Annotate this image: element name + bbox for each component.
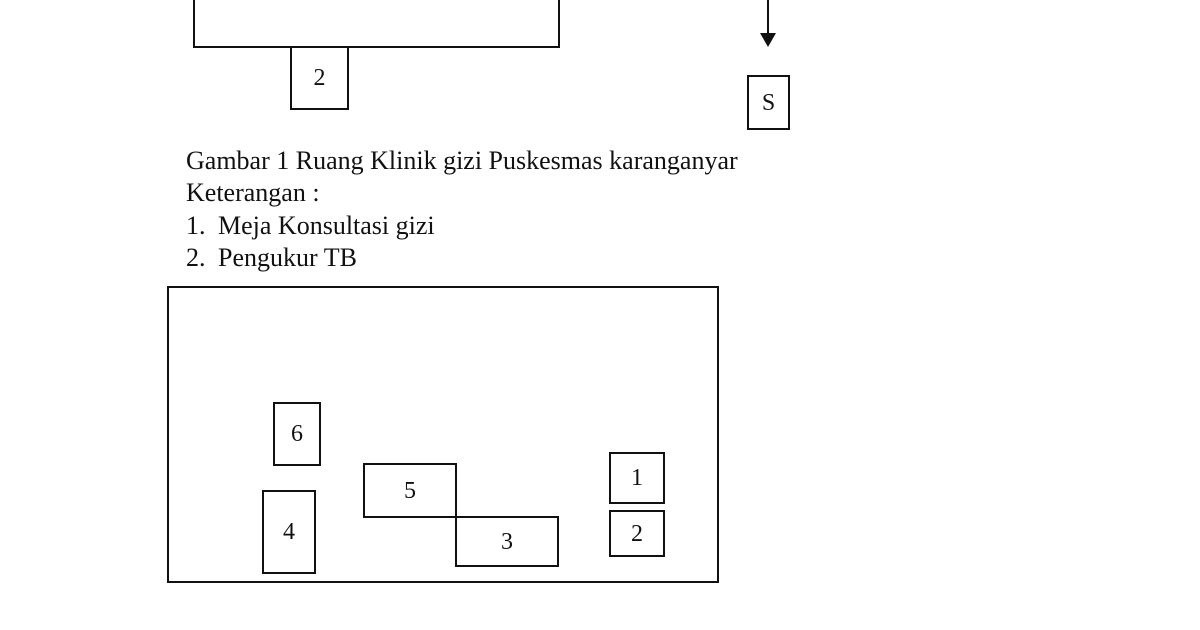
item-2-label: 2	[631, 520, 643, 547]
item-4-box	[262, 490, 316, 574]
item-5-box	[363, 463, 457, 518]
legend-item-2-text: Pengukur TB	[218, 243, 357, 272]
room-outline-top	[193, 0, 560, 48]
legend-item-1	[186, 211, 435, 240]
legend-item-1-number: 1.	[186, 211, 206, 240]
item-6-box	[273, 402, 321, 466]
legend-item-1-text: Meja Konsultasi gizi	[218, 211, 435, 240]
item-2-box	[609, 510, 665, 557]
item-3-box	[455, 516, 559, 567]
item-3-label: 3	[501, 528, 513, 555]
figure-caption: Gambar 1 Ruang Klinik gizi Puskesmas karanganyar	[186, 146, 738, 175]
item-2-box-top	[290, 46, 349, 110]
item-5-label: 5	[404, 477, 416, 504]
item-4-label: 4	[283, 519, 295, 545]
entrance-label: S	[761, 89, 776, 116]
legend-heading: Keterangan :	[186, 178, 320, 207]
legend-item-2-number: 2.	[186, 243, 206, 272]
item-6-label: 6	[291, 421, 303, 447]
item-2-label-top: 2	[313, 65, 326, 91]
legend-item-2	[186, 243, 357, 272]
item-1-label: 1	[631, 465, 643, 491]
entrance-box	[747, 75, 790, 130]
item-1-box	[609, 452, 665, 504]
